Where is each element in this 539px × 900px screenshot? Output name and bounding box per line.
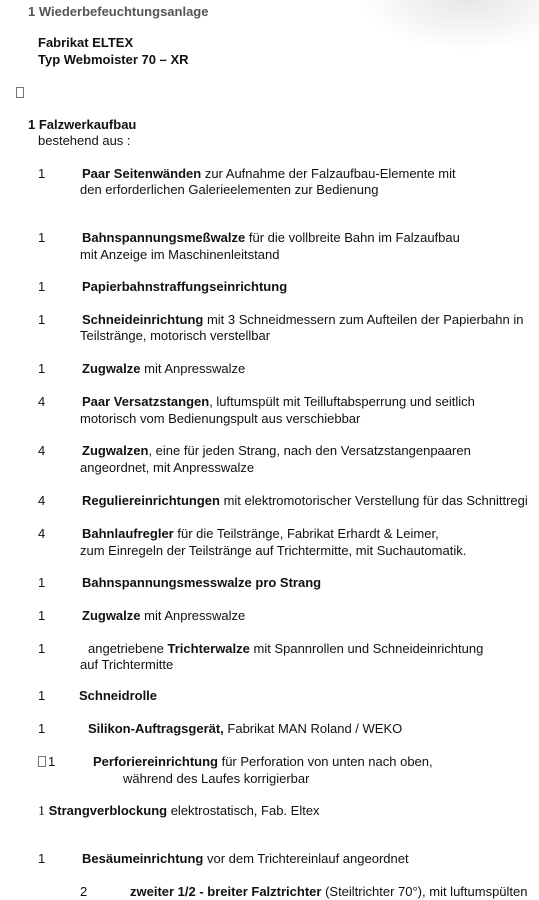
item-name: Bahnspannungsmesswalze pro Strang xyxy=(82,575,322,590)
item-description: mit Spannrollen und Schneideinrichtung xyxy=(249,641,484,656)
item-description: mit Anpresswalze xyxy=(140,361,246,376)
item-line xyxy=(82,492,528,509)
item-line xyxy=(88,640,483,657)
item-quantity: 1 xyxy=(38,312,46,327)
item-quantity-wrap xyxy=(38,753,55,770)
item-line xyxy=(82,360,245,377)
item-continuation: auf Trichtermitte xyxy=(80,657,174,672)
item-name: Besäumeinrichtung xyxy=(82,851,204,866)
item-name: Bahnspannungsmeßwalze xyxy=(82,230,246,245)
item-line xyxy=(82,229,460,246)
item-quantity: 1 xyxy=(38,575,46,590)
item-name: Papierbahnstraffungseinrichtung xyxy=(82,279,288,294)
item-quantity: 2 xyxy=(80,884,88,899)
item-description: , eine für jeden Strang, nach den Versatzstangenpaaren xyxy=(148,443,471,458)
item-description: mit 3 Schneidmessern zum Aufteilen der Papierbahn in xyxy=(203,312,524,327)
item-continuation: angeordnet, mit Anpresswalze xyxy=(80,460,255,475)
item-description: elektrostatisch, Fab. Eltex xyxy=(167,803,320,818)
item-quantity: 1 xyxy=(38,279,46,294)
document-heading: 1 Wiederbefeuchtungsanlage xyxy=(28,4,209,19)
item-name: Zugwalze xyxy=(82,608,141,623)
item-name: Schneideinrichtung xyxy=(82,312,204,327)
item-quantity: 1 xyxy=(48,754,56,769)
missing-glyph-box-icon xyxy=(38,756,46,767)
item-line xyxy=(82,525,439,542)
model-line: Typ Webmoister 70 – XR xyxy=(38,52,189,67)
item-line xyxy=(82,607,245,624)
item-quantity: 1 xyxy=(38,166,46,181)
item-name: Perforiereinrichtung xyxy=(93,754,218,769)
item-quantity: 1 xyxy=(38,851,46,866)
item-description: Fabrikat MAN Roland / WEKO xyxy=(223,721,403,736)
manufacturer-line: Fabrikat ELTEX xyxy=(38,35,134,50)
item-quantity: 4 xyxy=(38,443,46,458)
item-line xyxy=(82,165,456,182)
item-quantity: 4 xyxy=(38,394,46,409)
item-name: Paar Versatzstangen xyxy=(82,394,210,409)
item-quantity: 1 xyxy=(38,361,46,376)
item-description: vor dem Trichtereinlauf angeordnet xyxy=(203,851,409,866)
item-description: (Steiltrichter 70°), mit luftumspülten xyxy=(321,884,528,899)
item-line xyxy=(79,687,157,704)
missing-glyph-box-icon xyxy=(16,87,24,98)
item-description: für die vollbreite Bahn im Falzaufbau xyxy=(245,230,460,245)
item-line xyxy=(38,802,320,820)
item-name: Bahnlaufregler xyxy=(82,526,174,541)
item-line xyxy=(82,574,321,591)
item-name: Zugwalze xyxy=(82,361,141,376)
item-name: Paar Seitenwänden xyxy=(82,166,202,181)
item-description: zur Aufnahme der Falzaufbau-Elemente mit xyxy=(201,166,456,181)
item-quantity: 4 xyxy=(38,493,46,508)
item-prefix: angetriebene xyxy=(88,641,168,656)
item-description: für Perforation von unten nach oben, xyxy=(217,754,433,769)
item-name: Strangverblockung xyxy=(48,803,168,818)
item-quantity: 1 xyxy=(38,641,46,656)
item-continuation: während des Laufes korrigierbar xyxy=(123,771,310,786)
item-quantity: 1 xyxy=(38,688,46,703)
item-line xyxy=(130,883,528,900)
item-line xyxy=(82,393,475,410)
page-shadow xyxy=(359,0,539,50)
item-line xyxy=(82,311,523,328)
item-line xyxy=(82,278,287,295)
item-continuation: motorisch vom Bedienungspult aus verschiebbar xyxy=(80,411,361,426)
item-quantity: 1 xyxy=(38,721,46,736)
item-name: Zugwalzen xyxy=(82,443,149,458)
item-continuation: Teilstränge, motorisch verstellbar xyxy=(80,328,271,343)
item-line xyxy=(82,442,471,459)
item-name: Reguliereinrichtungen xyxy=(82,493,220,508)
item-description: mit Anpresswalze xyxy=(140,608,246,623)
section-title: 1 Falzwerkaufbau xyxy=(28,117,137,132)
item-quantity: 1 xyxy=(38,804,45,819)
item-line xyxy=(88,720,402,737)
section-subtitle: bestehend aus : xyxy=(38,133,131,148)
item-continuation: zum Einregeln der Teilstränge auf Trichtermitte, mit Suchautomatik. xyxy=(80,543,467,558)
item-name: zweiter 1/2 - breiter Falztrichter xyxy=(130,884,322,899)
item-quantity: 1 xyxy=(38,230,46,245)
item-name: Trichterwalze xyxy=(167,641,250,656)
item-continuation: den erforderlichen Galerieelementen zur Bedienung xyxy=(80,182,379,197)
item-quantity: 4 xyxy=(38,526,46,541)
item-continuation: mit Anzeige im Maschinenleitstand xyxy=(80,247,280,262)
item-quantity: 1 xyxy=(38,608,46,623)
item-description: für die Teilstränge, Fabrikat Erhardt & Leimer, xyxy=(173,526,439,541)
item-line xyxy=(82,850,409,867)
item-description: , luftumspült mit Teilluftabsperrung und seitlich xyxy=(209,394,475,409)
item-name: Schneidrolle xyxy=(79,688,158,703)
item-description: mit elektromotorischer Verstellung für das Schnittregi xyxy=(219,493,528,508)
item-line xyxy=(93,753,433,770)
item-name: Silikon-Auftragsgerät, xyxy=(88,721,224,736)
